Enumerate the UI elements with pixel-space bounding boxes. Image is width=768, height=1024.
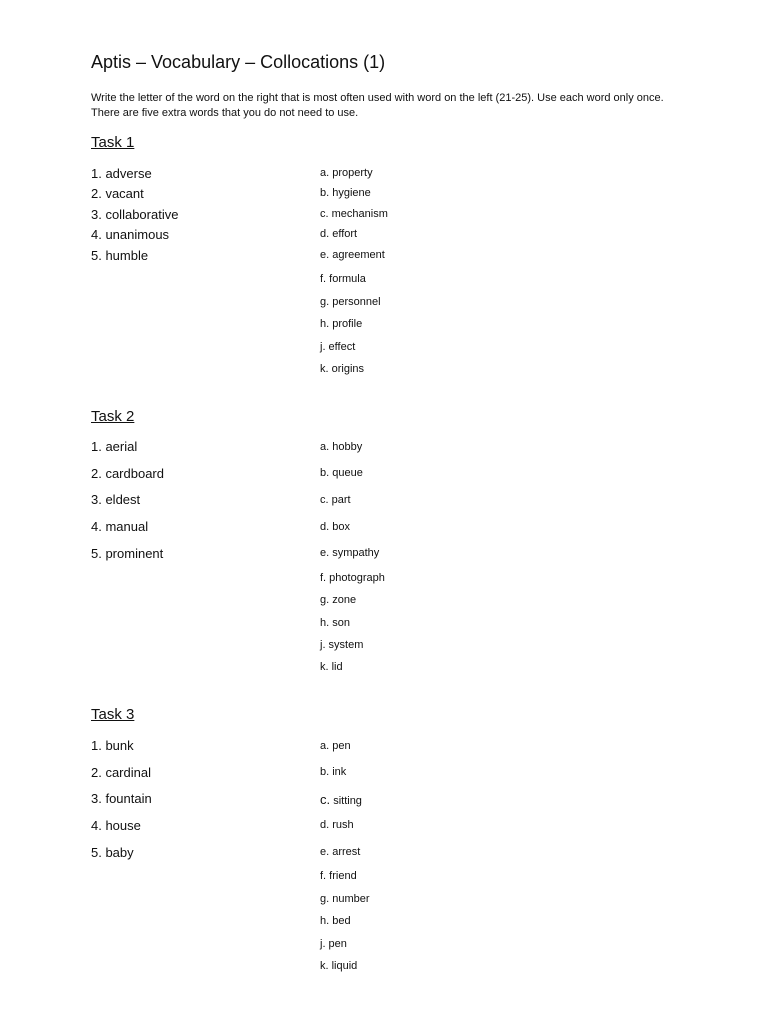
task-2-left-item: 5. prominent	[91, 546, 164, 561]
task-1-left-item: 5. humble	[91, 248, 149, 263]
task-2-right-item: h. son	[320, 617, 350, 629]
task-3-right-item: b. ink	[320, 766, 347, 778]
task-3-right-item: k. liquid	[320, 960, 358, 972]
task-2-right-item: g. zone	[320, 594, 357, 606]
task-2-right-item: a. hobby	[320, 441, 363, 453]
task-1-left-item: 2. vacant	[91, 186, 144, 201]
task-2-heading: Task 2	[91, 408, 135, 425]
task-3-right-item-word: sitting	[333, 795, 362, 807]
task-1-left-item: 1. adverse	[91, 166, 152, 181]
task-1-heading: Task 1	[91, 134, 135, 151]
task-3-right-item: d. rush	[320, 819, 354, 831]
task-2-left-item: 2. cardboard	[91, 466, 164, 481]
task-2-left-item: 3. eldest	[91, 492, 141, 507]
task-2-right-item: j. system	[320, 639, 364, 651]
task-3-right-item	[320, 792, 362, 807]
task-1-right-item: g. personnel	[320, 296, 381, 308]
task-3-left-item: 2. cardinal	[91, 765, 151, 780]
task-1-right-item: j. effect	[320, 341, 356, 353]
task-3-left-item: 1. bunk	[91, 738, 134, 753]
task-1-left-item: 3. collaborative	[91, 207, 179, 222]
task-3-right-item: g. number	[320, 893, 370, 905]
task-1-right-item: d. effort	[320, 228, 358, 240]
task-2-right-item: k. lid	[320, 661, 343, 673]
task-2-right-item: d. box	[320, 521, 350, 533]
page-title: Aptis – Vocabulary – Collocations (1)	[91, 52, 386, 72]
instructions: Write the letter of the word on the right that is most often used with word on the left (21-25). Use each word only once. There are five extra words that you do not need to use.	[91, 92, 664, 119]
task-1-right-item: c. mechanism	[320, 208, 388, 220]
task-1-right-item: f. formula	[320, 273, 366, 285]
task-1-right-item: a. property	[320, 167, 373, 179]
task-2-left-item: 1. aerial	[91, 439, 138, 454]
task-2-right-item: f. photograph	[320, 572, 385, 584]
task-3-right-item: j. pen	[320, 938, 347, 950]
task-2-left-item: 4. manual	[91, 519, 149, 534]
task-1-left-item: 4. unanimous	[91, 227, 170, 242]
task-3-right-item-letter: c.	[320, 792, 331, 807]
task-3-left-item: 5. baby	[91, 845, 134, 860]
task-1-right-item: h. profile	[320, 318, 363, 330]
task-3-right-item: f. friend	[320, 870, 357, 882]
task-3-left-item: 3. fountain	[91, 791, 152, 806]
task-1-right-item: e. agreement	[320, 249, 385, 261]
task-2-right-item: c. part	[320, 494, 351, 506]
task-3-right-item: a. pen	[320, 740, 351, 752]
task-2-right-item: b. queue	[320, 467, 363, 479]
task-3-right-item: h. bed	[320, 915, 351, 927]
task-1-right-item: b. hygiene	[320, 187, 371, 199]
task-3-right-item: e. arrest	[320, 846, 361, 858]
task-3-heading: Task 3	[91, 706, 135, 723]
task-3-left-item: 4. house	[91, 818, 141, 833]
task-1-right-item: k. origins	[320, 363, 365, 375]
task-2-right-item: e. sympathy	[320, 547, 380, 559]
